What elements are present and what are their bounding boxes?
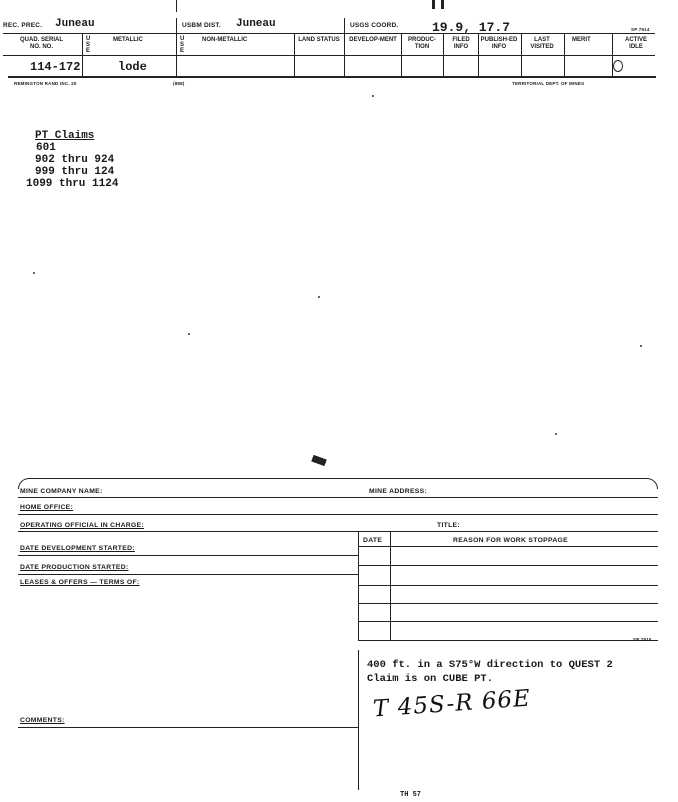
claim-line: 601	[36, 142, 56, 154]
speck	[33, 272, 35, 274]
form-rule	[358, 565, 658, 566]
col-metallic: METALLIC	[113, 37, 143, 43]
col-quad: QUAD. SERIAL NO. NO.	[20, 37, 64, 50]
speck	[372, 95, 374, 97]
reason-table-left	[358, 531, 359, 641]
col-merit: MERIT	[572, 37, 591, 43]
col-divider	[344, 18, 345, 78]
active-idle-mark	[613, 60, 623, 72]
notes-left-border	[358, 650, 359, 790]
date-development-started-label: DATE DEVELOPMENT STARTED:	[20, 545, 135, 552]
top-mark	[441, 0, 444, 9]
operating-official-label: OPERATING OFFICIAL IN CHARGE:	[20, 522, 144, 529]
form-rule	[358, 640, 658, 641]
col-production: PRODUC-TION	[408, 37, 436, 50]
form-rule	[18, 555, 358, 556]
footer-left: REMINGTON RAND INC. 20	[14, 81, 77, 86]
header-rule	[3, 55, 655, 56]
col-divider	[612, 33, 613, 78]
form-rule	[358, 603, 658, 604]
form-number-2: SP 7915	[633, 637, 652, 642]
usbm-dist-label: USBM DIST.	[182, 22, 221, 29]
header-bottom-rule	[8, 76, 656, 78]
notes-block	[367, 658, 613, 686]
usgs-coord-value: 19.9, 17.7	[432, 20, 511, 35]
form-rule	[358, 585, 658, 586]
date-column-header: DATE	[363, 537, 383, 544]
mine-address-label: MINE ADDRESS:	[369, 488, 428, 495]
speck	[555, 433, 557, 435]
top-divider	[176, 0, 177, 12]
col-published-info: PUBLISH-ED INFO	[480, 37, 518, 50]
date-column-divider	[390, 531, 391, 641]
form-top-rule	[60, 478, 604, 479]
quad-serial-value: 114-172	[30, 60, 81, 74]
claim-line: 902 thru 924	[35, 154, 115, 166]
form-rule	[18, 574, 358, 575]
form-rule	[18, 514, 658, 515]
col-non-metallic: NON-METALLIC	[202, 37, 248, 43]
speck	[188, 333, 190, 335]
col-divider	[521, 33, 522, 78]
metallic-value: lode	[118, 60, 147, 74]
col-land-status: LAND STATUS	[298, 37, 340, 43]
top-mark	[432, 0, 435, 9]
col-divider	[176, 18, 177, 78]
col-use-metallic: U S E	[86, 36, 91, 54]
claims-ranges	[35, 154, 114, 178]
header-rule	[3, 33, 655, 34]
note-line: 400 ft. in a S75°W direction to QUEST 2	[367, 659, 613, 671]
form-corner	[602, 478, 658, 489]
handwritten-township-range: T 45S-R 66E	[372, 685, 532, 723]
date-production-started-label: DATE PRODUCTION STARTED:	[20, 564, 129, 571]
col-development: DEVELOP-MENT	[349, 37, 397, 43]
claims-heading: PT Claims	[35, 130, 95, 142]
footer-code: (888)	[173, 81, 185, 86]
reason-column-header: REASON FOR WORK STOPPAGE	[453, 537, 568, 544]
form-rule	[358, 546, 658, 547]
claims-block	[35, 130, 94, 154]
leases-offers-label: LEASES & OFFERS — TERMS OF:	[20, 579, 140, 586]
claim-line: 999 thru 124	[35, 166, 115, 178]
footer-right: TERRITORIAL DEPT. OF MINES	[512, 81, 585, 86]
form-rule	[18, 497, 658, 498]
rec-prec-value: Juneau	[55, 18, 95, 30]
mine-company-name-label: MINE COMPANY NAME:	[20, 488, 103, 495]
home-office-label: HOME OFFICE:	[20, 504, 74, 511]
comments-label: COMMENTS:	[20, 717, 65, 724]
form-number: SP 7914	[631, 27, 650, 32]
speck	[318, 296, 320, 298]
col-divider	[294, 33, 295, 78]
ink-blot	[311, 455, 327, 466]
bottom-mark: TH 57	[400, 791, 422, 799]
col-divider	[401, 33, 402, 78]
usbm-dist-value: Juneau	[236, 18, 276, 30]
speck	[640, 345, 642, 347]
col-active-idle: ACTIVE IDLE	[624, 37, 647, 50]
title-label: TITLE:	[437, 522, 460, 529]
col-filed-info: FILED INFO	[452, 37, 470, 50]
form-rule	[18, 727, 358, 728]
form-rule	[18, 531, 658, 532]
col-divider	[564, 33, 565, 78]
col-use-nonmetallic: U S E	[180, 36, 185, 54]
usgs-coord-label: USGS COORD.	[350, 22, 399, 29]
col-divider	[443, 33, 444, 78]
form-rule	[358, 621, 658, 622]
col-divider	[478, 33, 479, 78]
col-last-visited: LAST VISITED	[530, 37, 554, 50]
claim-line: 1099 thru 1124	[26, 178, 119, 190]
col-divider	[82, 33, 83, 78]
rec-prec-label: REC. PREC.	[3, 22, 43, 29]
note-line: Claim is on CUBE PT.	[367, 673, 494, 685]
